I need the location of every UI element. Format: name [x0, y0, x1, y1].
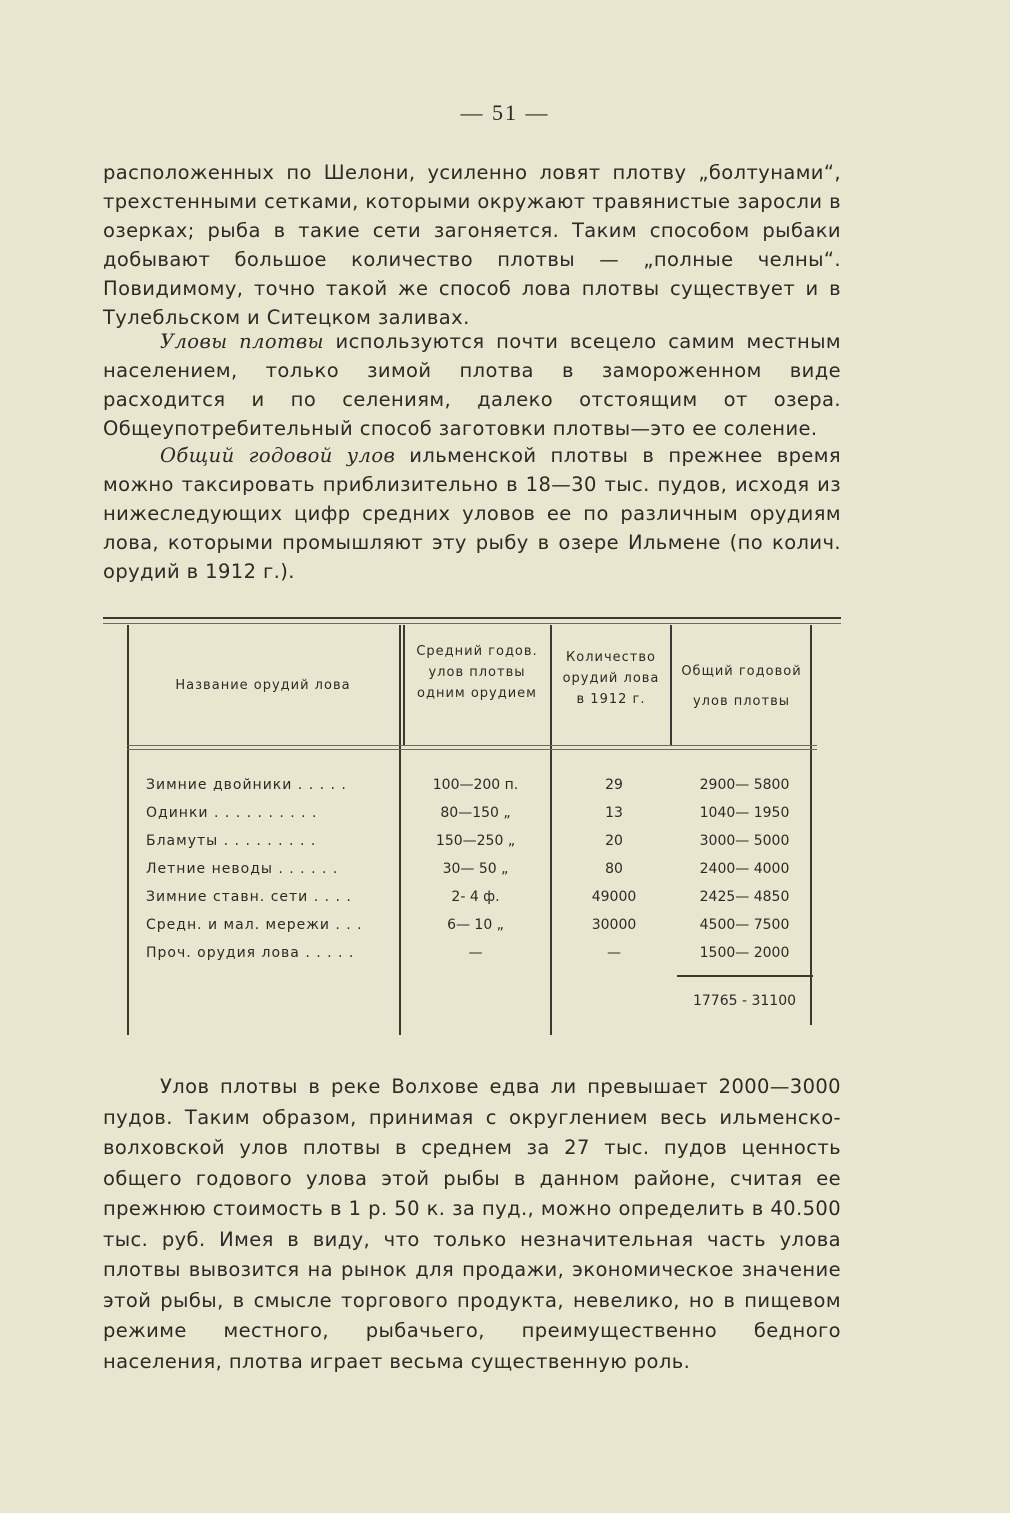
catch-table — [103, 617, 841, 1037]
paragraph-1: расположенных по Шелони, усиленно ловят плотву „болтунами“, трехстенными сетками, которыми окружают травянистые заросли в озерках; рыба в такие сети загоняется. Таким способом рыбаки добывают большое количество плотвы — „полные челны“. Повидимому, точно такой же способ лова плотвы существует и в Тулебльском и Ситецком заливах. — [103, 161, 841, 329]
row-name: Средн. и мал. мережи . . . — [146, 917, 363, 933]
row-total: 2400— 4000 — [699, 861, 790, 877]
table-top-rule — [103, 617, 841, 619]
row-name: Проч. орудия лова . . . . . — [146, 945, 355, 961]
table-row — [103, 911, 841, 939]
table-row — [103, 939, 841, 967]
row-total: 1040— 1950 — [699, 805, 790, 821]
table-row — [103, 827, 841, 855]
row-name: Бламуты . . . . . . . . . — [146, 833, 317, 849]
paragraph-2 — [103, 327, 841, 443]
page-number: — 51 — — [460, 100, 550, 125]
row-count: 13 — [605, 805, 623, 821]
paragraph-3-text: ильменской плотвы в прежнее время можно таксировать приблизительно в 18—30 тыс. пудов, исходя из нижеследующих цифр средних уловов ее по различным орудиям лова, которыми промышляют эту рыбу в озере Ильмене (по колич. орудий в 1912 г.). — [103, 444, 841, 583]
row-avg: 80—150 „ — [440, 805, 511, 821]
row-name: Зимние ставн. сети . . . . — [146, 889, 352, 905]
row-count: 29 — [605, 777, 623, 793]
row-avg: 100—200 п. — [432, 777, 519, 793]
paragraph-3-italic: Общий годовой улов — [160, 444, 396, 467]
row-total: 2900— 5800 — [699, 777, 790, 793]
row-total: 1500— 2000 — [699, 945, 790, 961]
header-bottom-rule — [127, 745, 817, 746]
header-count: Количество орудий лова в 1912 г. — [562, 650, 660, 707]
row-avg: 150—250 „ — [435, 833, 516, 849]
header-name: Название орудий лова — [175, 678, 351, 693]
row-avg: 6— 10 „ — [447, 917, 504, 933]
row-count: 49000 — [591, 889, 637, 905]
table-col-divider-1b — [403, 625, 405, 745]
sum-rule — [677, 975, 813, 977]
table-row — [103, 771, 841, 799]
header-bottom-rule-2 — [127, 749, 817, 750]
row-count: — — [607, 945, 621, 961]
row-total: 4500— 7500 — [699, 917, 790, 933]
table-row — [103, 855, 841, 883]
row-count: 20 — [605, 833, 623, 849]
row-avg: — — [468, 945, 483, 961]
table-row — [103, 799, 841, 827]
row-name: Одинки . . . . . . . . . . — [146, 805, 318, 821]
table-col-divider-3 — [670, 625, 672, 745]
sum-total: 17765 - 31100 — [692, 993, 797, 1009]
row-count: 30000 — [591, 917, 637, 933]
table-row — [103, 883, 841, 911]
header-avg: Средний годов. улов плотвы одним орудием — [416, 644, 538, 701]
row-total: 3000— 5000 — [699, 833, 790, 849]
paragraph-3 — [103, 441, 841, 586]
paragraph-2-italic: Уловы плотвы — [160, 330, 324, 353]
row-count: 80 — [605, 861, 623, 877]
paragraph-2-text: используются почти всецело самим местным населением, только зимой плотва в замороженном виде расходится и по селениям, далеко отстоящим от озера. Общеупотребительный способ заготовки плотвы—это ее соление. — [103, 330, 841, 440]
header-total: Общий годовой улов плотвы — [681, 664, 802, 709]
table-top-rule-thin — [103, 623, 841, 624]
row-name: Зимние двойники . . . . . — [146, 777, 347, 793]
table-sum-row — [103, 987, 841, 1015]
row-total: 2425— 4850 — [699, 889, 790, 905]
row-name: Летние неводы . . . . . . — [146, 861, 339, 877]
row-avg: 30— 50 „ — [442, 861, 509, 877]
paragraph-4: Улов плотвы в реке Волхове едва ли превышает 2000—3000 пудов. Таким образом, принимая с округлением весь ильменско-волховской улов плотвы в среднем за 27 тыс. пудов ценность общего годового улова этой рыбы в данном районе, считая ее прежнюю стоимость в 1 р. 50 к. за пуд., можно определить в 40.500 тыс. руб. Имея в виду, что только незначительная часть улова плотвы вывозится на рынок для продажи, экономическое значение этой рыбы, в смысле торгового продукта, невелико, но в пищевом режиме местного, рыбачьего, преимущественно бедного населения, плотва играет весьма существенную роль. — [103, 1075, 841, 1373]
row-avg: 2- 4 ф. — [451, 889, 500, 905]
